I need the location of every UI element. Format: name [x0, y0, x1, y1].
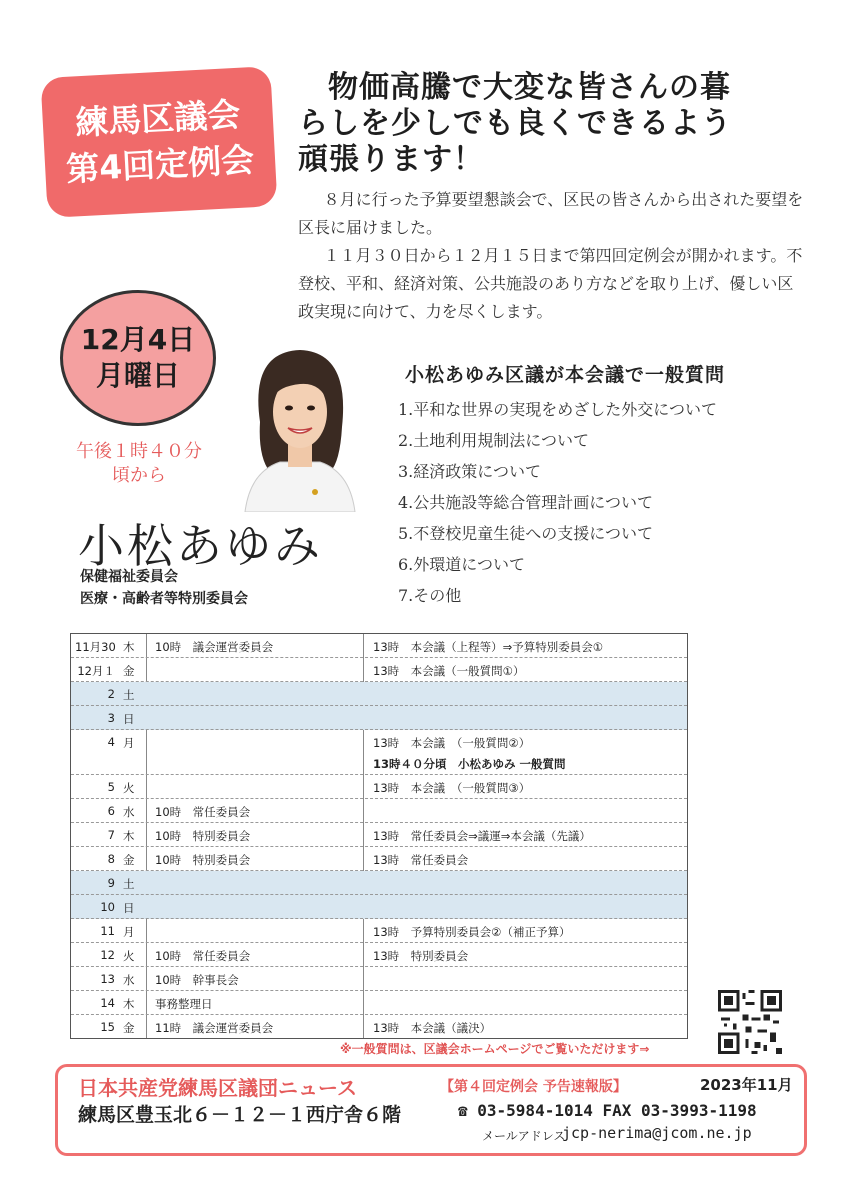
badge-line-2: 第4回定例会: [65, 140, 256, 189]
schedule-row: [71, 706, 687, 730]
schedule-row: [71, 871, 687, 895]
schedule-day: 日: [123, 712, 135, 726]
schedule-date: 12: [100, 948, 115, 962]
schedule-row: [71, 658, 687, 682]
phone-fax: ☎ 03-5984-1014 FAX 03-3993-1198: [458, 1101, 757, 1120]
schedule-date: 7: [107, 828, 115, 842]
schedule-morning: 10時 特別委員会: [155, 853, 251, 867]
question-item: 7.その他: [398, 586, 462, 605]
question-item: 4.公共施設等総合管理計画について: [398, 493, 653, 512]
schedule-morning: 10時 常任委員会: [155, 949, 251, 963]
schedule-row: [71, 943, 687, 967]
newsletter-title: 日本共産党練馬区議団ニュース: [78, 1076, 357, 1100]
date-circle-weekday: 月曜日: [95, 359, 180, 392]
schedule-day: 月: [123, 736, 135, 750]
qr-code[interactable]: [718, 990, 782, 1054]
committee-2: 医療・高齢者等特別委員会: [80, 591, 248, 607]
newsletter-subtitle: 【第４回定例会 予告速報版】: [440, 1079, 627, 1095]
schedule-row: [71, 1015, 687, 1038]
date-circle-date: 12月4日: [80, 323, 196, 356]
schedule-row: [71, 823, 687, 847]
schedule-day: 日: [123, 901, 135, 915]
badge-line-1: 練馬区議会: [74, 94, 242, 143]
schedule-date: 14: [100, 996, 115, 1010]
schedule-date: 4: [107, 735, 115, 749]
portrait-photo: [240, 342, 360, 512]
schedule-afternoon: 13時 本会議（一般質問①）: [373, 664, 525, 678]
question-item: 5.不登校児童生徒への支援について: [398, 524, 653, 543]
committee-list: [80, 566, 248, 610]
schedule-row: [71, 682, 687, 706]
question-item: 3.経済政策について: [398, 462, 541, 481]
email-label: メールアドレス: [482, 1129, 566, 1143]
schedule-day: 金: [123, 853, 135, 867]
schedule-morning: 11時 議会運営委員会: [155, 1021, 274, 1035]
questions-title: 小松あゆみ区議が本会議で一般質問: [405, 364, 726, 386]
schedule-afternoon: 13時 常任委員会⇒議運⇒本会議（先議）: [373, 829, 591, 843]
schedule-afternoon: 13時 本会議（議決）: [373, 1021, 492, 1035]
headline: [298, 70, 818, 178]
schedule-day: 金: [123, 664, 135, 678]
schedule-date: 15: [100, 1020, 115, 1034]
schedule-date: 2: [107, 687, 115, 701]
schedule-day: 木: [123, 997, 135, 1011]
schedule-date: 10: [100, 900, 115, 914]
schedule-row: [71, 919, 687, 943]
schedule-morning: 10時 議会運営委員会: [155, 640, 274, 654]
schedule-afternoon: 13時 特別委員会: [373, 949, 469, 963]
intro-text: [298, 186, 808, 326]
schedule-date: 9: [107, 876, 115, 890]
schedule-day: 火: [123, 781, 135, 795]
schedule-day: 土: [123, 877, 135, 891]
schedule-day: 水: [123, 805, 135, 819]
headline-line-3: 頑張ります！: [298, 142, 484, 177]
questions-list: [398, 394, 717, 611]
schedule-day: 火: [123, 949, 135, 963]
schedule-row: [71, 847, 687, 871]
schedule-date: 6: [107, 804, 115, 818]
schedule-day: 金: [123, 1021, 135, 1035]
schedule-morning: 10時 特別委員会: [155, 829, 251, 843]
schedule-row: [71, 991, 687, 1015]
email-address[interactable]: jcp-nerima@jcom.ne.jp: [562, 1124, 752, 1142]
web-note: ※一般質問は、区議会ホームページでご覧いただけます⇒: [340, 1042, 650, 1056]
schedule-row: [71, 634, 687, 658]
committee-1: 保健福祉委員会: [80, 569, 178, 585]
question-item: 6.外環道について: [398, 555, 525, 574]
schedule-day: 木: [123, 640, 135, 654]
headline-line-2: らしを少しでも良くできるよう: [298, 106, 732, 141]
schedule-date: 13: [100, 972, 115, 986]
schedule-afternoon: 13時 本会議 （一般質問②）: [373, 736, 531, 750]
schedule-row: [71, 895, 687, 919]
session-badge: [40, 66, 277, 218]
schedule-afternoon: 13時 本会議（上程等）⇒予算特別委員会①: [373, 640, 604, 654]
question-item: 2.土地利用規制法について: [398, 431, 589, 450]
schedule-date: 11月30: [75, 640, 116, 654]
schedule-morning: 10時 幹事長会: [155, 973, 239, 987]
schedule-date: 12月１: [77, 664, 115, 678]
date-circle: [60, 290, 216, 426]
office-address: 練馬区豊玉北６－１２－１西庁舎６階: [78, 1104, 402, 1126]
schedule-afternoon: 13時 常任委員会: [373, 853, 469, 867]
schedule-afternoon: 13時 本会議 （一般質問③）: [373, 781, 531, 795]
schedule-row: [71, 775, 687, 799]
schedule-row: [71, 967, 687, 991]
schedule-date: 11: [100, 924, 115, 938]
headline-line-1: 物価高騰で大変な皆さんの暮: [328, 70, 731, 105]
schedule-row: [71, 730, 687, 775]
schedule-highlight: 13時４０分頃 小松あゆみ 一般質問: [373, 757, 566, 771]
intro-paragraph-1: ８月に行った予算要望懇談会で、区民の皆さんから出された要望を区長に届けました。: [298, 190, 804, 237]
question-time: [54, 440, 224, 488]
question-time-line-2: 頃から: [112, 465, 166, 486]
schedule-row: [71, 799, 687, 823]
schedule-table: [70, 633, 688, 1039]
schedule-morning: 10時 常任委員会: [155, 805, 251, 819]
intro-paragraph-2: １１月３０日から１２月１５日まで第四回定例会が開かれます。不登校、平和、経済対策、公共施設のあり方などを取り上げ、優しい区政実現に向けて、力を尽くします。: [298, 246, 803, 321]
schedule-day: 土: [123, 688, 135, 702]
schedule-day: 水: [123, 973, 135, 987]
schedule-date: 5: [107, 780, 115, 794]
schedule-date: 3: [107, 711, 115, 725]
question-time-line-1: 午後１時４０分: [76, 441, 202, 462]
schedule-day: 木: [123, 829, 135, 843]
schedule-date: 8: [107, 852, 115, 866]
question-item: 1.平和な世界の実現をめざした外交について: [398, 400, 717, 419]
issue-date: 2023年11月: [700, 1076, 793, 1094]
schedule-day: 月: [123, 925, 135, 939]
councillor-name: 小松あゆみ: [78, 519, 323, 573]
schedule-afternoon: 13時 予算特別委員会②（補正予算）: [373, 925, 571, 939]
schedule-morning: 事務整理日: [155, 997, 213, 1011]
